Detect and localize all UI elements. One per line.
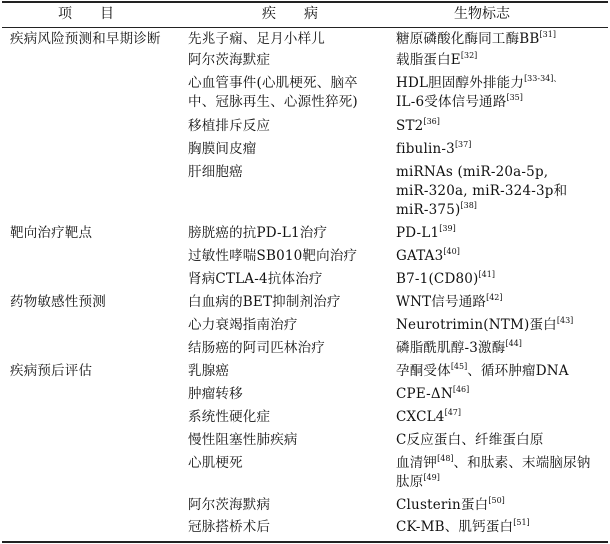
category-prognosis: 疾病预后评估 bbox=[10, 363, 93, 379]
biomarker-cell: 肽原[49] bbox=[396, 473, 440, 490]
disease-cell: 阿尔茨海默症 bbox=[188, 52, 271, 68]
biomarker-cell: 磷脂酰肌醇-3激酶[44] bbox=[396, 339, 522, 356]
biomarker-cell: miR-320a, miR-324-3p和 bbox=[396, 183, 568, 199]
disease-cell: 乳腺癌 bbox=[188, 363, 230, 379]
disease-cell: 冠脉搭桥术后 bbox=[188, 519, 271, 535]
biomarker-cell: WNT信号通路[42] bbox=[396, 293, 503, 310]
biomarker-cell: CPE-ΔN[46] bbox=[396, 385, 470, 402]
biomarker-cell: 糖原磷酸化酶同工酶BB[31] bbox=[396, 30, 556, 47]
category-risk-diagnosis: 疾病风险预测和早期诊断 bbox=[10, 31, 161, 47]
biomarker-cell: C反应蛋白、纤维蛋白原 bbox=[396, 432, 544, 448]
header-biomarker: 生物标志 bbox=[454, 6, 510, 22]
category-targeted-therapy: 靶向治疗靶点 bbox=[10, 225, 93, 241]
disease-cell: 肿瘤转移 bbox=[188, 386, 243, 402]
disease-cell: 先兆子痫、足月小样儿 bbox=[188, 31, 325, 47]
disease-cell: 移植排斥反应 bbox=[188, 118, 271, 134]
disease-cell: 慢性阻塞性肺疾病 bbox=[188, 432, 298, 448]
disease-cell: 白血病的BET抑制剂治疗 bbox=[188, 294, 341, 310]
category-drug-sensitivity: 药物敏感性预测 bbox=[10, 294, 106, 310]
biomarker-cell: ST2[36] bbox=[396, 117, 440, 134]
biomarker-cell: CXCL4[47] bbox=[396, 408, 462, 425]
header-disease: 疾 病 bbox=[262, 6, 318, 22]
disease-cell: 阿尔茨海默病 bbox=[188, 497, 271, 513]
disease-cell: 心血管事件(心肌梗死、脑卒 bbox=[188, 75, 358, 91]
disease-cell: 肝细胞癌 bbox=[188, 164, 243, 180]
disease-cell: 过敏性哮喘SB010靶向治疗 bbox=[188, 248, 358, 264]
disease-cell: 系统性硬化症 bbox=[188, 409, 271, 425]
biomarker-cell: 血清钾[48]、和肽素、末端脑尿钠 bbox=[396, 454, 591, 471]
header-project: 项 目 bbox=[58, 6, 114, 22]
biomarker-cell: GATA3[40] bbox=[396, 247, 460, 264]
biomarker-cell: 载脂蛋白E[32] bbox=[396, 51, 478, 68]
disease-cell: 心力衰竭指南治疗 bbox=[188, 317, 298, 333]
disease-cell: 中、冠脉再生、心源性猝死) bbox=[188, 94, 358, 110]
disease-cell: 结肠癌的阿司匹林治疗 bbox=[188, 340, 325, 356]
biomarker-cell: Neurotrimin(NTM)蛋白[43] bbox=[396, 316, 574, 333]
disease-cell: 膀胱癌的抗PD-L1治疗 bbox=[188, 225, 328, 241]
biomarker-cell: CK-MB、肌钙蛋白[51] bbox=[396, 518, 530, 535]
disease-cell: 胸膜间皮瘤 bbox=[188, 141, 257, 157]
biomarker-cell: miR-375)[38] bbox=[396, 201, 477, 218]
biomarker-cell: HDL胆固醇外排能力$^{[33-34]、}$ bbox=[396, 74, 562, 91]
biomarker-cell: IL-6受体信号通路[35] bbox=[396, 93, 523, 110]
disease-cell: 心肌梗死 bbox=[188, 455, 243, 471]
table-bottom-rule bbox=[2, 541, 608, 543]
biomarker-cell: fibulin-3[37] bbox=[396, 140, 472, 157]
biomarker-cell: Clusterin蛋白[50] bbox=[396, 496, 505, 513]
table-top-rule bbox=[2, 1, 608, 3]
biomarker-cell: 孕酮受体[45]、循环肿瘤DNA bbox=[396, 362, 569, 379]
biomarker-cell: B7-1(CD80)[41] bbox=[396, 270, 495, 287]
table-header-rule bbox=[2, 27, 608, 28]
biomarker-cell: PD-L1[39] bbox=[396, 224, 456, 241]
disease-cell: 肾病CTLA-4抗体治疗 bbox=[188, 271, 323, 287]
biomarker-cell: miRNAs (miR-20a-5p, bbox=[396, 164, 549, 180]
